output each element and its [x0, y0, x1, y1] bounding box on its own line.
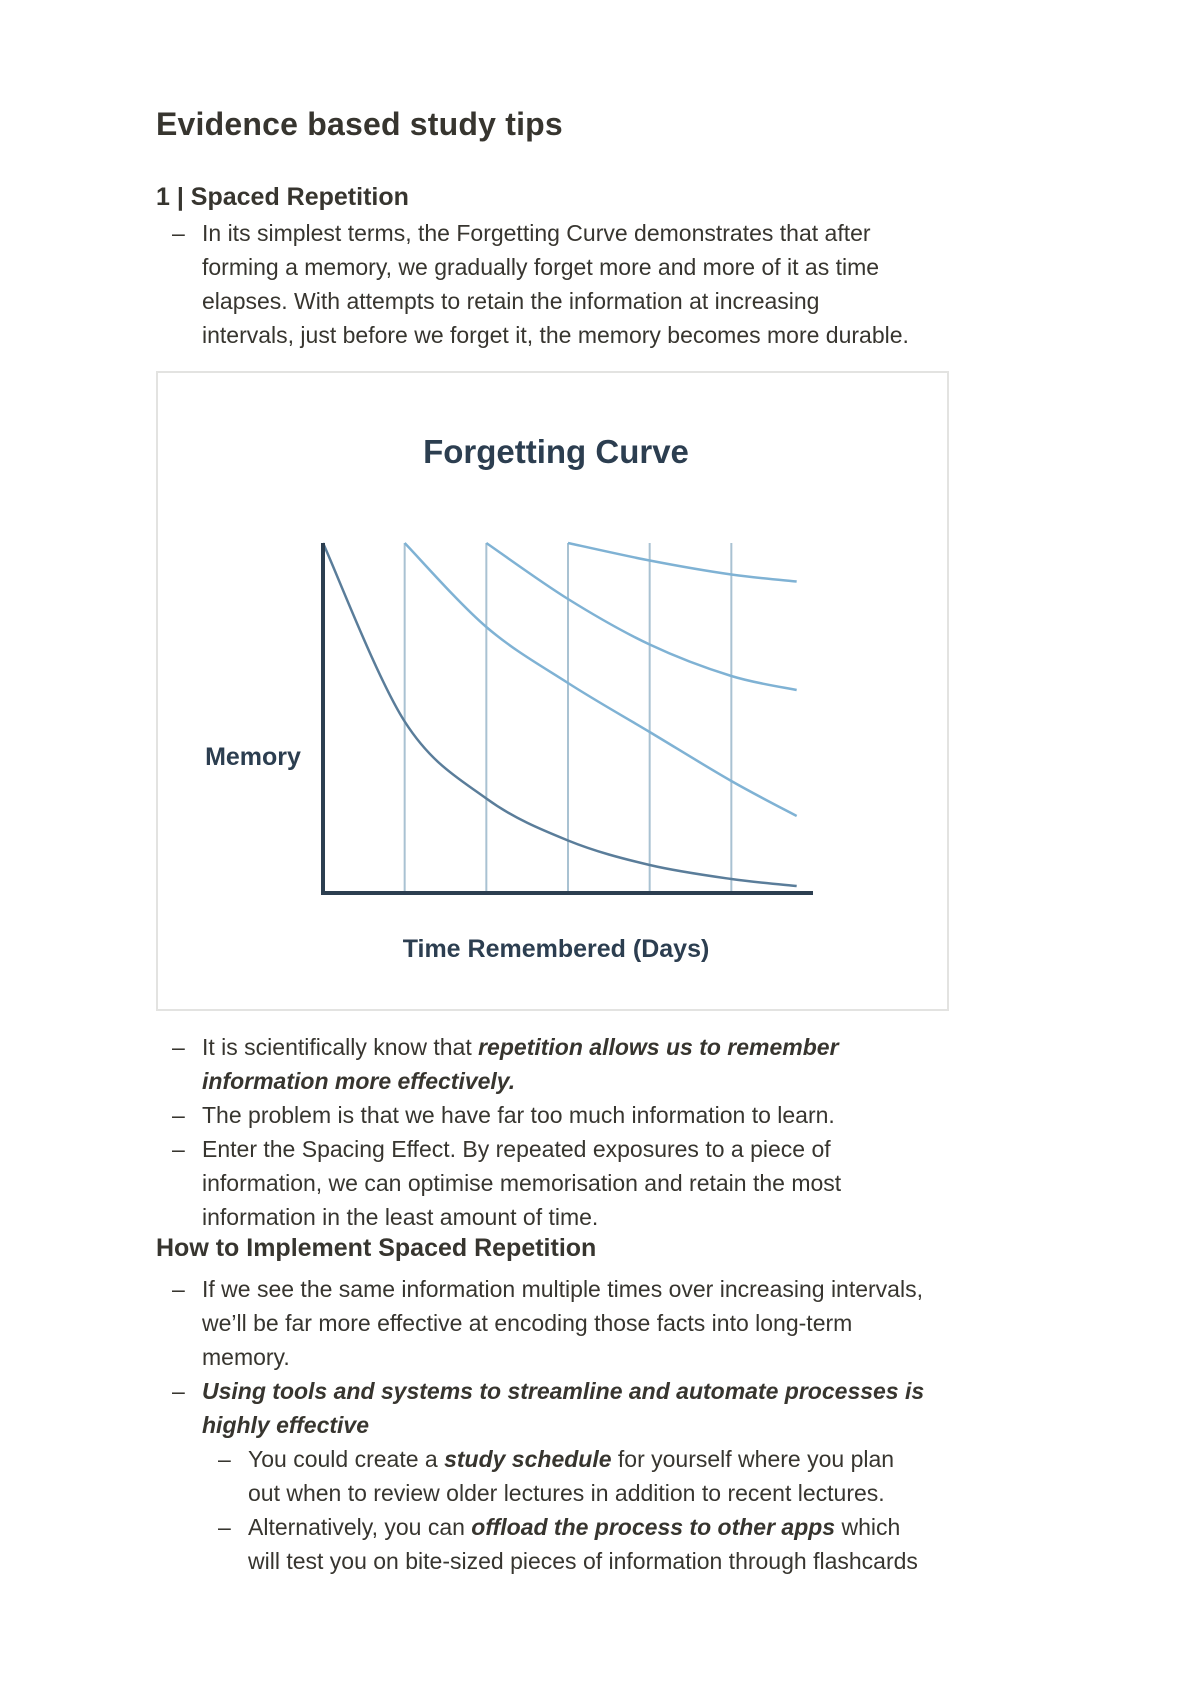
sub-bullet-text-plain: You could create a — [248, 1446, 445, 1472]
bullet-dash: – — [172, 1136, 185, 1162]
chart-y-axis-label: Memory — [205, 743, 301, 771]
section-heading-how-to-implement: How to Implement Spaced Repetition — [156, 1234, 597, 1262]
paragraph-line: intervals, just before we forget it, the memory becomes more durable. — [202, 322, 909, 348]
sub-bullet-dash: – — [218, 1446, 231, 1472]
forgetting-curve-chart — [158, 373, 951, 1013]
bullet-text: we’ll be far more effective at encoding those facts into long-term — [202, 1310, 853, 1336]
bullet-dash: – — [172, 1102, 185, 1128]
sub-bullet-text-emphasis: study schedule — [444, 1446, 612, 1472]
bullet-dash: – — [172, 1034, 185, 1060]
paragraph-line: forming a memory, we gradually forget more and more of it as time — [202, 254, 880, 280]
section-heading-spaced-repetition: 1 | Spaced Repetition — [156, 183, 409, 211]
forgetting-curve-series-4 — [568, 543, 797, 582]
bullet-text-emphasis: information more effectively. — [202, 1068, 516, 1094]
bullet-text: memory. — [202, 1344, 290, 1370]
paragraph-line: In its simplest terms, the Forgetting Curve demonstrates that after — [202, 220, 871, 246]
sub-bullet-text-plain: for yourself where you plan — [611, 1446, 895, 1472]
paragraph-line: elapses. With attempts to retain the information at increasing — [202, 288, 820, 314]
sub-bullet-text — [248, 1442, 894, 1476]
bullet-text — [202, 1030, 839, 1064]
bullet-text-emphasis: Using tools and systems to streamline and automate processes is — [202, 1378, 925, 1404]
forgetting-curve-series-2 — [405, 543, 797, 816]
forgetting-curve-figure — [156, 371, 949, 1011]
sub-bullet-text-emphasis: offload the process to other apps — [471, 1514, 836, 1540]
bullet-text-emphasis: repetition allows us to remember — [478, 1034, 839, 1060]
sub-bullet-text: out when to review older lectures in addition to recent lectures. — [248, 1480, 885, 1506]
chart-title: Forgetting Curve — [423, 433, 689, 470]
bullet-dash: – — [172, 1276, 185, 1302]
chart-x-axis-label: Time Remembered (Days) — [402, 935, 710, 963]
forgetting-curve-series-3 — [486, 543, 796, 690]
bullet-text: Enter the Spacing Effect. By repeated exposures to a piece of — [202, 1136, 831, 1162]
bullet-text-emphasis: highly effective — [202, 1412, 370, 1438]
sub-bullet-text-plain: which — [835, 1514, 901, 1540]
bullet-text: information, we can optimise memorisation and retain the most — [202, 1170, 842, 1196]
bullet-text: information in the least amount of time. — [202, 1204, 599, 1230]
bullet-text: The problem is that we have far too much information to learn. — [202, 1102, 835, 1128]
sub-bullet-text — [248, 1510, 900, 1544]
page-title: Evidence based study tips — [156, 106, 563, 142]
sub-bullet-text-plain: Alternatively, you can — [248, 1514, 472, 1540]
sub-bullet-text: will test you on bite-sized pieces of information through flashcards — [248, 1548, 918, 1574]
bullet-text-plain: It is scientifically know that — [202, 1034, 479, 1060]
bullet-dash: – — [172, 220, 185, 246]
bullet-dash: – — [172, 1378, 185, 1404]
sub-bullet-dash: – — [218, 1514, 231, 1540]
bullet-text: If we see the same information multiple times over increasing intervals, — [202, 1276, 923, 1302]
